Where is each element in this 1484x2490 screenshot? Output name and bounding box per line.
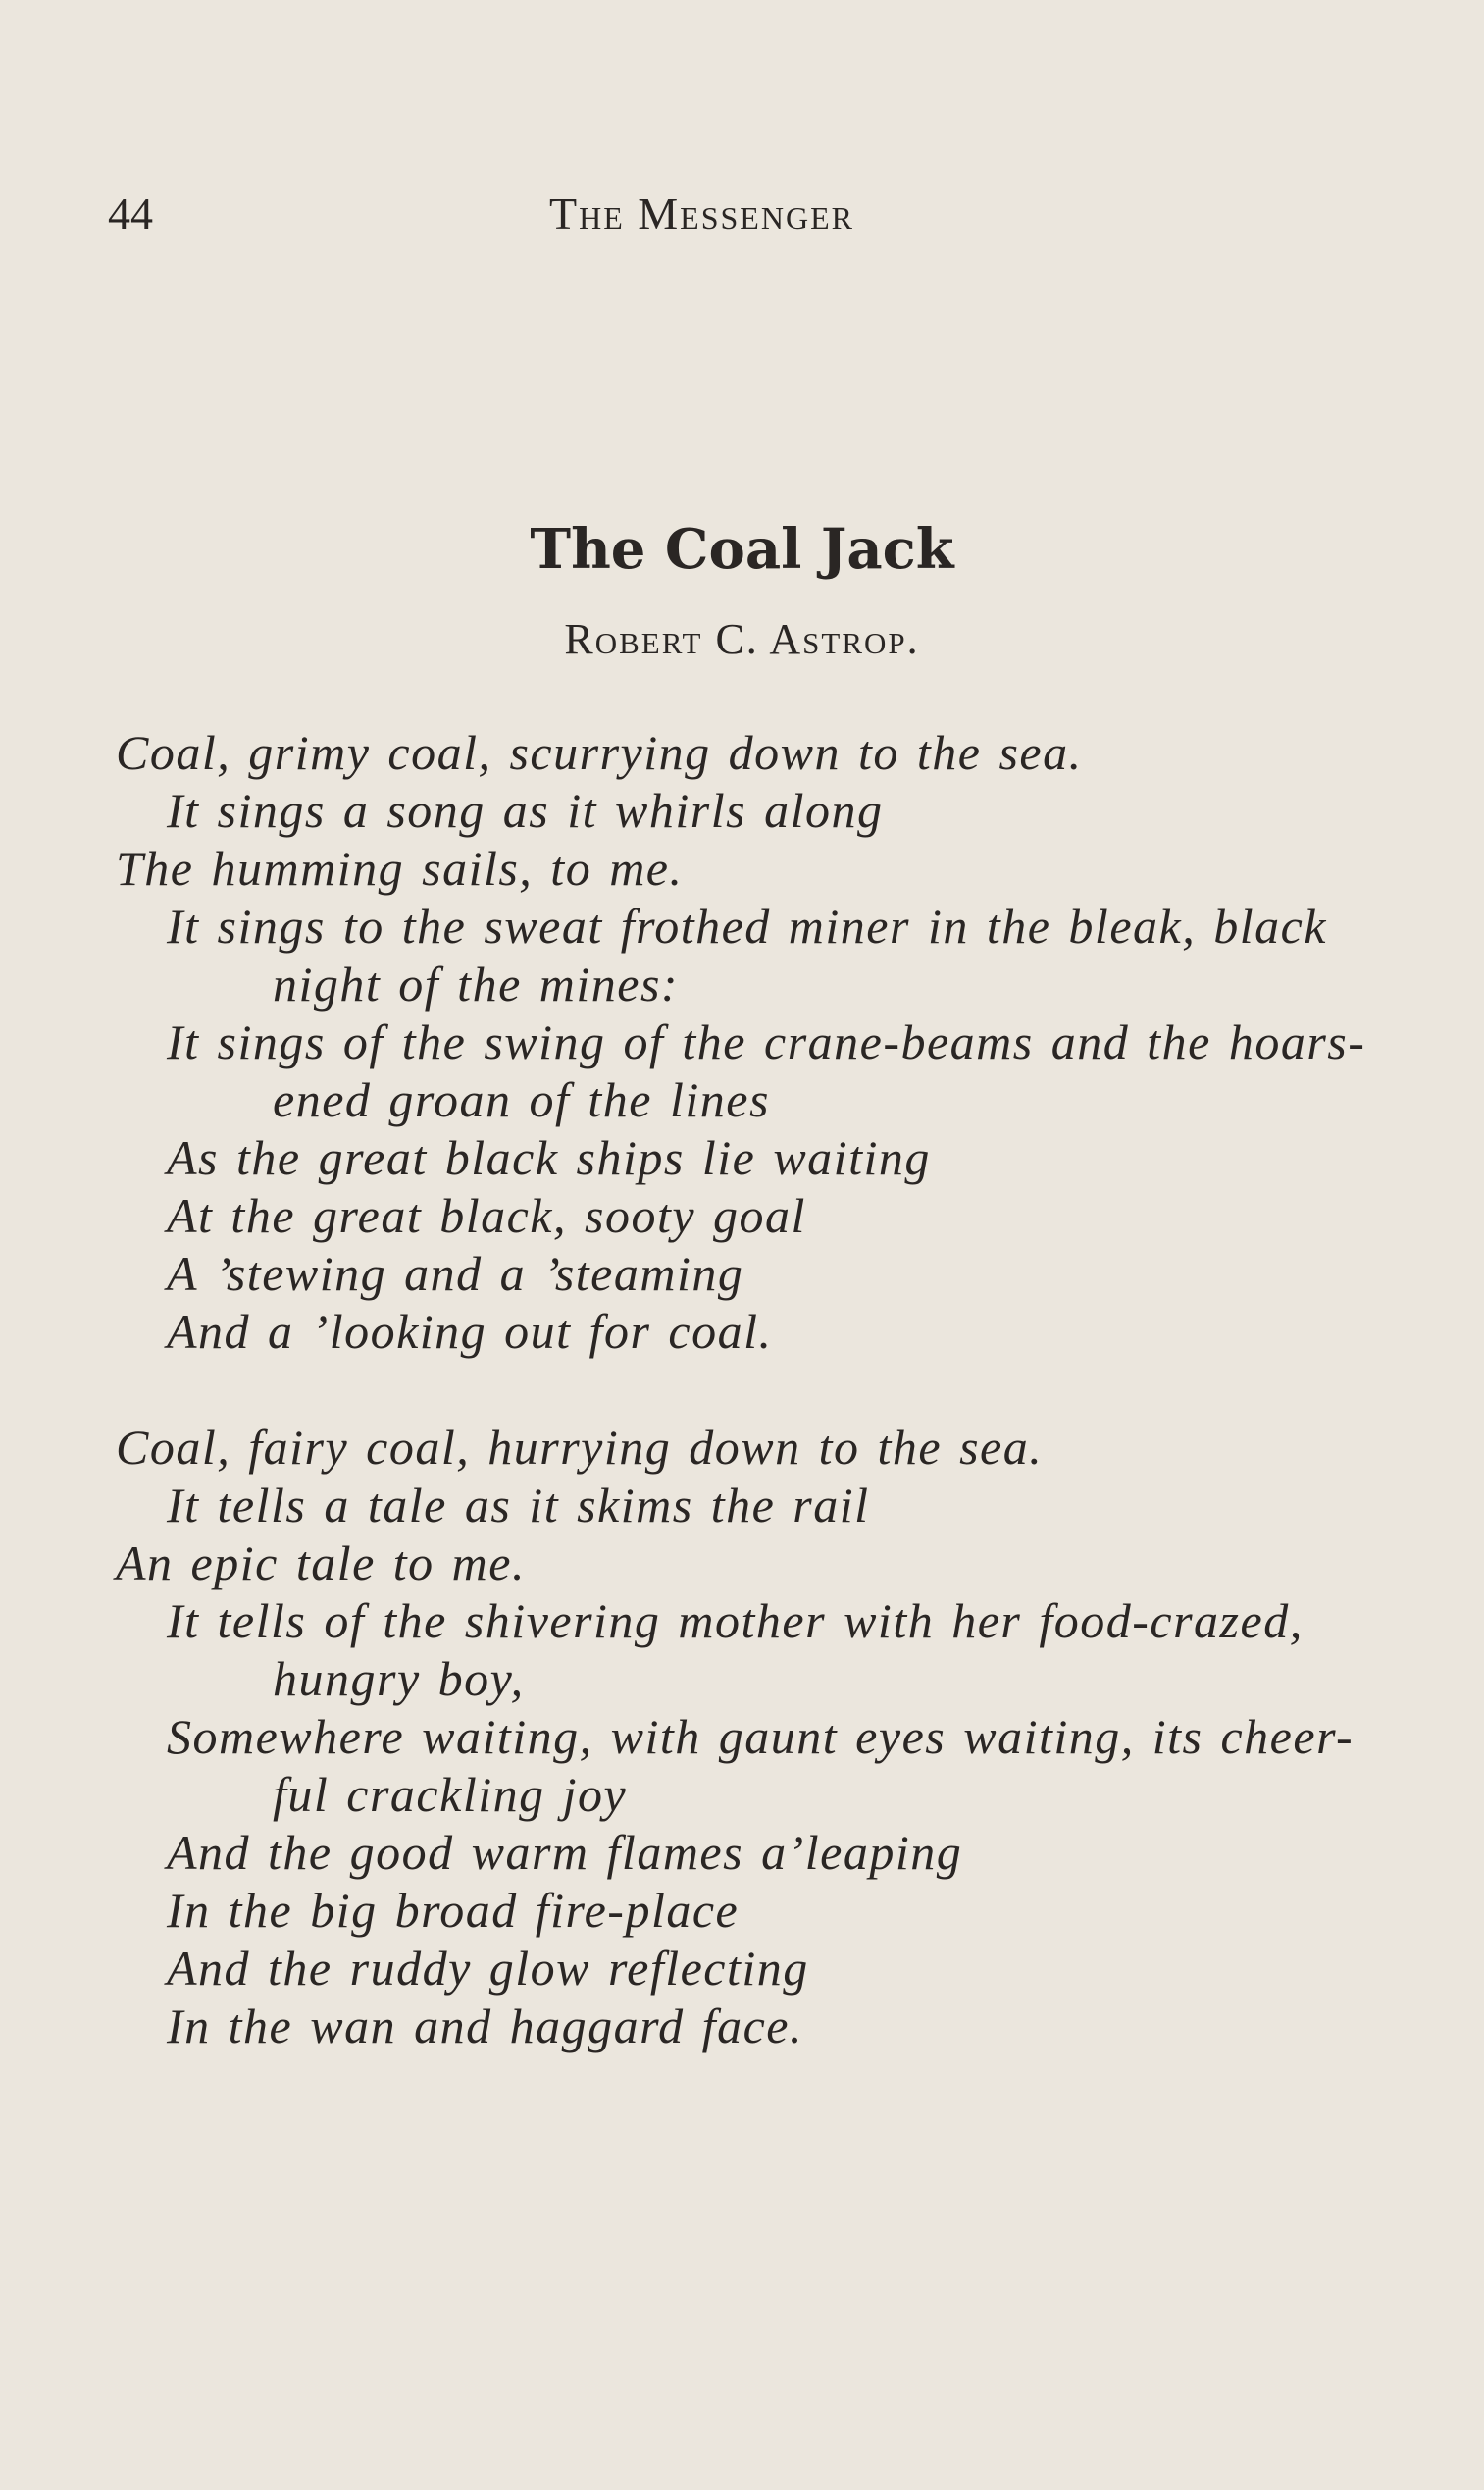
poem-line: It sings to the sweat frothed miner in the bleak, black [167, 899, 1327, 954]
poem-line: hungry boy, [273, 1651, 525, 1706]
poem-line: In the wan and haggard face. [167, 1998, 803, 2053]
poem-line: It sings a song as it whirls along [167, 783, 884, 838]
poem-author: Robert C. Astrop. [564, 615, 920, 663]
poem-line: It tells of the shivering mother with her food-crazed, [167, 1593, 1304, 1648]
poem-stanza [116, 724, 1391, 1361]
poem-line: Coal, fairy coal, hurrying down to the sea. [116, 1420, 1044, 1475]
poem-line: It tells a tale as it skims the rail [167, 1478, 870, 1532]
poem-line: And the ruddy glow reflecting [167, 1941, 809, 1996]
poem-line: The humming sails, to me. [116, 841, 684, 896]
page-number: 44 [108, 188, 153, 238]
poem-line: It sings of the swing of the crane-beams and the hoars- [167, 1014, 1366, 1069]
poem-line: And the good warm flames a’leaping [167, 1825, 963, 1880]
poem-line: ened groan of the lines [273, 1072, 770, 1127]
poem-line: A ’stewing and a ’steaming [167, 1246, 744, 1301]
running-head: The Messenger [549, 188, 854, 238]
poem-line: An epic tale to me. [116, 1535, 526, 1590]
poem-line: At the great black, sooty goal [167, 1188, 806, 1243]
poem-line: As the great black ships lie waiting [167, 1130, 931, 1185]
poem-title: The Coal Jack [530, 517, 954, 582]
poem-body [116, 724, 1391, 2055]
poem-line: In the big broad fire-place [167, 1883, 740, 1938]
poem-line: ful crackling joy [273, 1767, 628, 1822]
poem-line: And a ’looking out for coal. [167, 1304, 773, 1359]
poem-line: night of the mines: [273, 957, 680, 1012]
poem-line: Coal, grimy coal, scurrying down to the sea. [116, 725, 1083, 780]
poem-line: Somewhere waiting, with gaunt eyes waiting, its cheer- [167, 1709, 1355, 1764]
poem-stanza [116, 1419, 1391, 2055]
